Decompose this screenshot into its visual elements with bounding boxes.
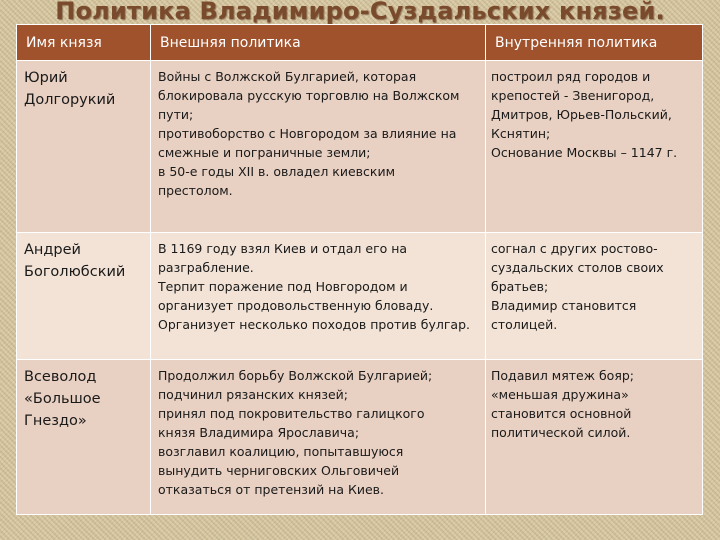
- prince-name-line: Гнездо»: [24, 413, 87, 429]
- foreign-policy-line: в 50-е годы XII в. овладел киевским: [158, 164, 396, 179]
- domestic-policy-cell: [486, 233, 703, 360]
- domestic-policy-line: Кснятин;: [491, 126, 551, 141]
- table-header-row: [17, 25, 703, 61]
- foreign-policy-line: пути;: [158, 107, 194, 122]
- domestic-policy-line: Дмитров, Юрьев-Польский,: [491, 107, 672, 122]
- foreign-policy-line: Терпит поражение под Новгородом и: [158, 279, 408, 294]
- domestic-policy-line: Подавил мятеж бояр;: [491, 368, 634, 383]
- domestic-policy-cell: [486, 61, 703, 233]
- domestic-policy-line: построил ряд городов и: [491, 69, 651, 84]
- prince-name-line: Андрей: [24, 242, 81, 258]
- domestic-policy-line: суздальских столов своих: [491, 260, 664, 275]
- foreign-policy-line: организует продовольственную бловаду.: [158, 298, 434, 313]
- table-row: [17, 360, 703, 515]
- prince-name-line: Долгорукий: [24, 92, 116, 108]
- table-row: [17, 61, 703, 233]
- foreign-policy-line: Войны с Волжской Булгарией, которая: [158, 69, 417, 84]
- domestic-policy-line: Владимир становится: [491, 298, 637, 313]
- foreign-policy-line: принял под покровительство галицкого: [158, 406, 425, 421]
- foreign-policy-line: блокировала русскую торговлю на Волжском: [158, 88, 460, 103]
- foreign-policy-line: престолом.: [158, 183, 233, 198]
- foreign-policy-line: разграбление.: [158, 260, 254, 275]
- foreign-policy-line: возглавил коалицию, попытавшуюся: [158, 444, 404, 459]
- domestic-policy-line: Основание Москвы – 1147 г.: [491, 145, 678, 160]
- table-row: [17, 233, 703, 360]
- header-prince-name: Имя князя: [17, 25, 151, 61]
- prince-name-cell: [17, 360, 151, 515]
- foreign-policy-line: Продолжил борьбу Волжской Булгарией;: [158, 368, 433, 383]
- foreign-policy-line: князя Владимира Ярославича;: [158, 425, 360, 440]
- domestic-policy-line: «меньшая дружина»: [491, 387, 629, 402]
- foreign-policy-line: Организует несколько походов против булгар.: [158, 317, 470, 332]
- domestic-policy-line: согнал с других ростово-: [491, 241, 658, 256]
- foreign-policy-line: В 1169 году взял Киев и отдал его на: [158, 241, 408, 256]
- foreign-policy-cell: [151, 61, 486, 233]
- prince-name-line: Юрий: [24, 70, 68, 86]
- domestic-policy-line: политической силой.: [491, 425, 631, 440]
- prince-name-cell: [17, 61, 151, 233]
- header-foreign-policy: Внешняя политика: [151, 25, 486, 61]
- foreign-policy-line: смежные и пограничные земли;: [158, 145, 371, 160]
- prince-name-cell: [17, 233, 151, 360]
- slide-title: Политика Владимиро-Суздальских князей.: [55, 0, 665, 25]
- prince-name-line: «Большое: [24, 391, 101, 407]
- prince-name-line: Боголюбский: [24, 264, 126, 280]
- domestic-policy-line: столицей.: [491, 317, 558, 332]
- foreign-policy-cell: [151, 233, 486, 360]
- foreign-policy-cell: [151, 360, 486, 515]
- foreign-policy-line: вынудить черниговских Ольговичей: [158, 463, 400, 478]
- princes-policy-table: [16, 24, 703, 515]
- prince-name-line: Всеволод: [24, 369, 97, 385]
- domestic-policy-line: крепостей - Звенигород,: [491, 88, 655, 103]
- header-domestic-policy: Внутренняя политика: [486, 25, 703, 61]
- foreign-policy-line: отказаться от претензий на Киев.: [158, 482, 385, 497]
- foreign-policy-line: противоборство с Новгородом за влияние на: [158, 126, 457, 141]
- domestic-policy-line: братьев;: [491, 279, 549, 294]
- domestic-policy-line: становится основной: [491, 406, 632, 421]
- foreign-policy-line: подчинил рязанских князей;: [158, 387, 348, 402]
- domestic-policy-cell: [486, 360, 703, 515]
